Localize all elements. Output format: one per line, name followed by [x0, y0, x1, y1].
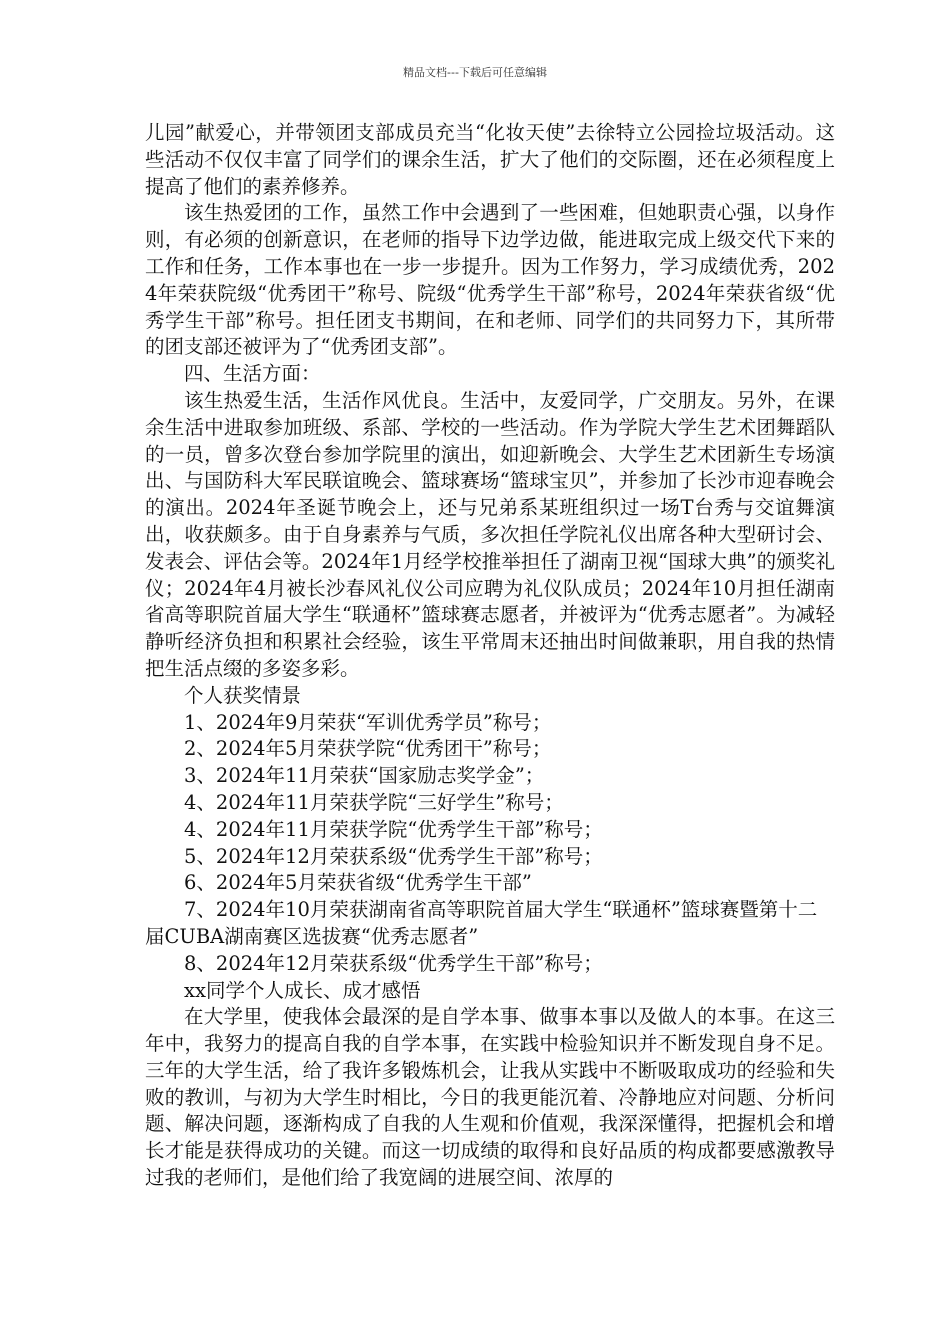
header-note: 精品文档---下载后可任意编辑	[403, 66, 547, 79]
award-item: 5、2024年12月荣获系级“优秀学生干部”称号；	[184, 844, 603, 868]
heading-growth: xx同学个人成长、成才感悟	[184, 978, 421, 1002]
paragraph-growth: 在大学里，使我体会最深的是自学本事、做事本事以及做人的本事。在这三年中，我努力的提高自我的自学本事，在实践中检验知识并不断发现自身不足。三年的大学生活，给了我许多锻炼机会，让我从实践中不断吸取成功的经验和失败的教训，与初为大学生时相比，今日的我更能沉着、冷静地应对问题、分析问题、解决问题，逐渐构成了自我的人生观和价值观，我深深懂得，把握机会和增长才能是获得成功的关键。而这一切成绩的取得和良好品质的构成都要感激教导过我的老师们，是他们给了我宽阔的进展空间、浓厚的	[145, 1005, 835, 1190]
paragraph-life: 该生热爱生活，生活作风优良。生活中，友爱同学，广交朋友。另外，在课余生活中进取参加班级、系部、学校的一些活动。作为学院大学生艺术团舞蹈队的一员，曾多次登台参加学院里的演出，如迎新晚会、大学生艺术团新生专场演出、与国防科大军民联谊晚会、篮球赛场“篮球宝贝”，并参加了长沙市迎春晚会的演出。2024年圣诞节晚会上，还与兄弟系某班组织过一场T台秀与交谊舞演出，收获颇多。由于自身素养与气质，多次担任学院礼仪出席各种大型研讨会、发表会、评估会等。2024年1月经学校推举担任了湖南卫视“国球大典”的颁奖礼仪；2024年4月被长沙春风礼仪公司应聘为礼仪队成员；2024年10月担任湖南省高等职院首届大学生“联通杯”篮球赛志愿者，并被评为“优秀志愿者”。为减轻静听经济负担和积累社会经验，该生平常周末还抽出时间做兼职，用自我的热情把生活点缀的多姿多彩。	[145, 388, 835, 680]
award-item: 4、2024年11月荣获学院“三好学生”称号；	[184, 790, 564, 814]
award-item: 1、2024年9月荣获“军训优秀学员”称号；	[184, 710, 552, 734]
award-item: 4、2024年11月荣获学院“优秀学生干部”称号；	[184, 817, 603, 841]
document-body	[145, 120, 835, 1192]
paragraph-work: 该生热爱团的工作，虽然工作中会遇到了一些困难，但她职责心强，以身作则，有必须的创新意识，在老师的指导下边学边做，能进取完成上级交代下来的工作和任务，工作本事也在一步一步提升。因为工作努力，学习成绩优秀，2024年荣获院级“优秀团干”称号、院级“优秀学生干部”称号，2024年荣获省级“优秀学生干部”称号。担任团支书期间，在和老师、同学们的共同努力下，其所带的团支部还被评为了“优秀团支部”。	[145, 201, 835, 359]
award-item: 2、2024年5月荣获学院“优秀团干”称号；	[184, 737, 552, 761]
award-item: 7、2024年10月荣获湖南省高等职院首届大学生“联通杯”篮球赛暨第十二届CUBA湖南赛区选拔赛“优秀志愿者”	[145, 898, 818, 948]
award-item: 8、2024年12月荣获系级“优秀学生干部”称号；	[184, 951, 603, 975]
heading-life: 四、生活方面：	[184, 362, 321, 386]
award-item: 3、2024年11月荣获“国家励志奖学金”；	[184, 764, 545, 788]
award-item: 6、2024年5月荣获省级“优秀学生干部”	[184, 871, 532, 895]
heading-awards: 个人获奖情景	[184, 683, 302, 707]
paragraph-continued: 儿园”献爱心，并带领团支部成员充当“化妆天使”去徐特立公园捡垃圾活动。这些活动不仅仅丰富了同学们的课余生活，扩大了他们的交际圈，还在必须程度上提高了他们的素养修养。	[145, 121, 835, 198]
